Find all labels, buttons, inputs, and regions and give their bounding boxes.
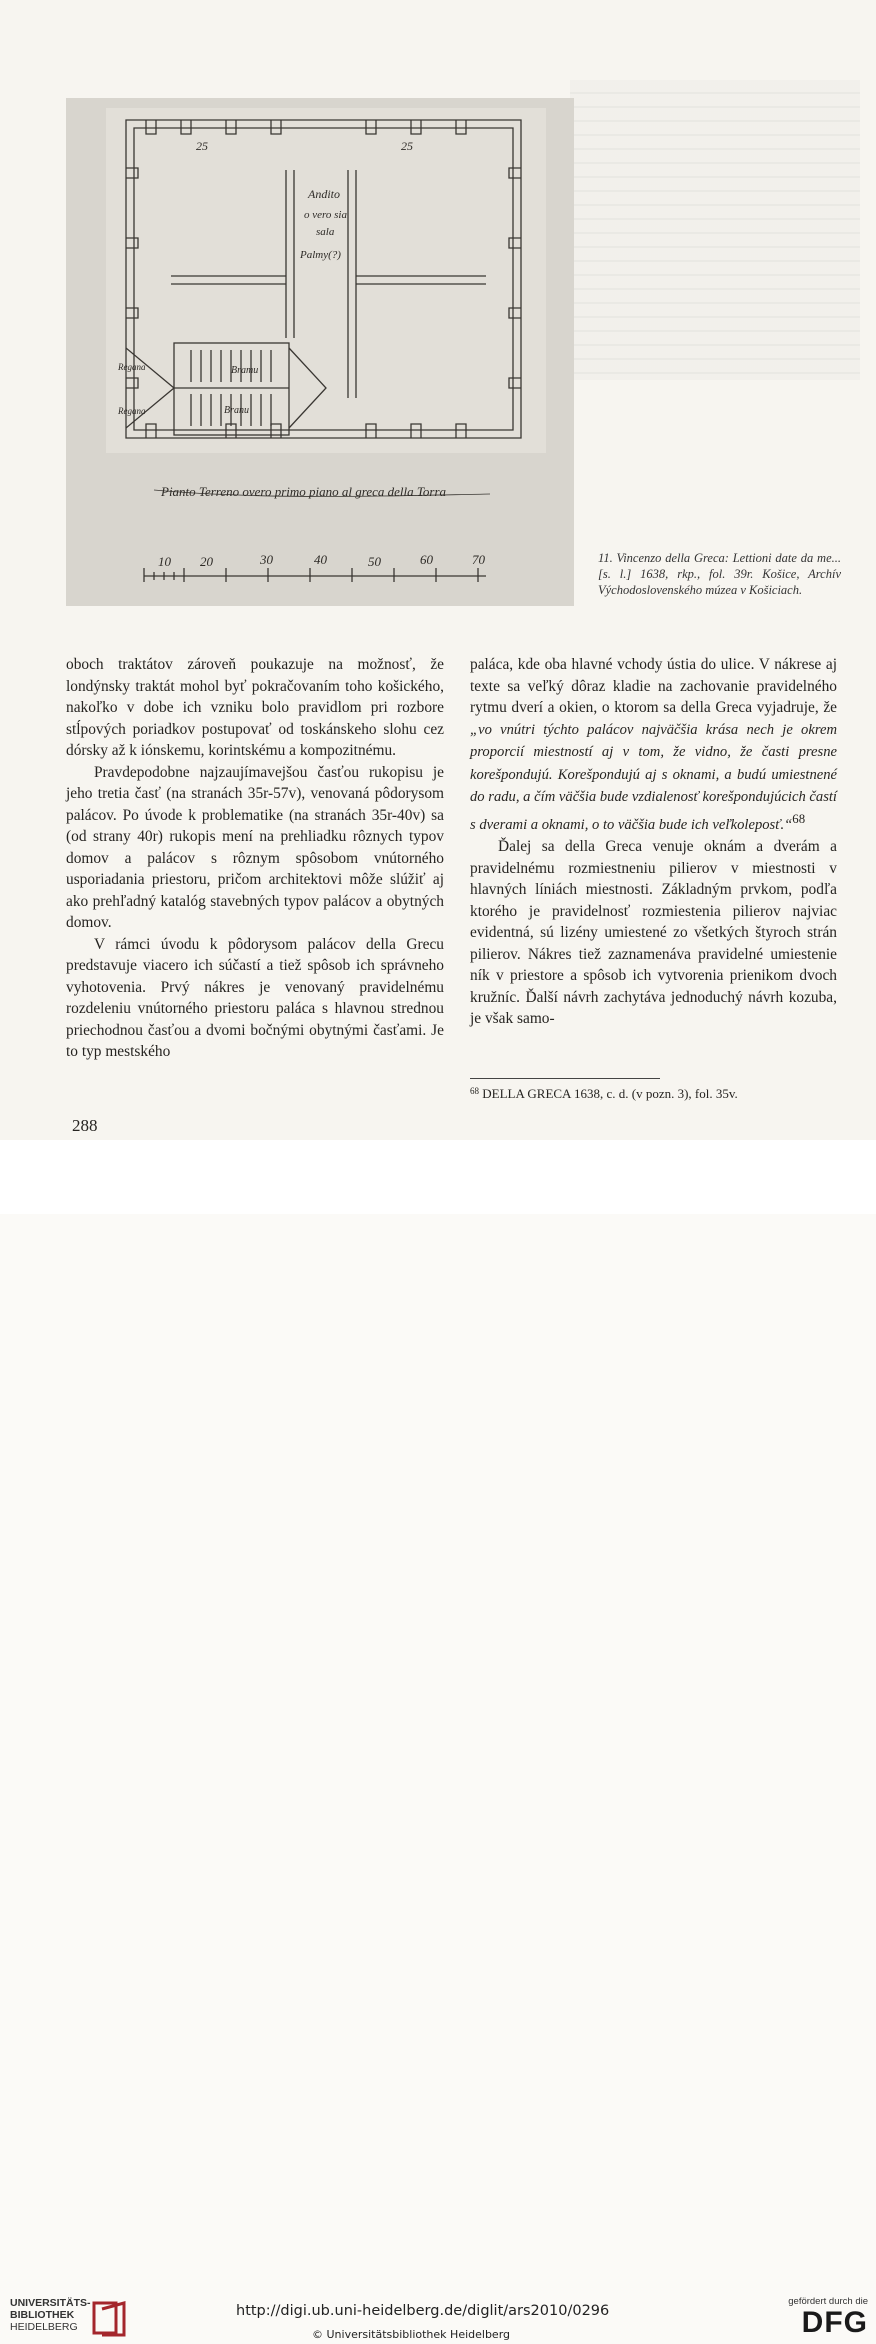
bleed-through-texture (570, 80, 860, 380)
paragraph: Ďalej sa della Greca venuje oknám a dverám a pravidelnému rozmiestneniu pilierov v miestnosti v hlavných líniách miestnosti. Základným prvkom, podľa ktorého je pravidelnosť rozmiestenia pilierov najviac evidentná, sú lizény umiestené zo všetkých štyroch strán pilierov. Nákres tiež zaznamenáva pravidelné umiestenie ník v priestore a spôsob ich vytvorenia prienikom dvoch kružníc. Ďalší návrh zachytáva jednoduchý návrh kozuba, je však samo- (470, 838, 837, 1028)
library-name-line: HEIDELBERG (10, 2321, 78, 2333)
stair-label-upper: Bramu (231, 365, 259, 376)
right-column (470, 654, 837, 1030)
scale-label: 40 (314, 552, 327, 567)
footer-bar (0, 1140, 876, 2341)
document-page (0, 0, 876, 1140)
note-sala: sala (316, 226, 335, 238)
quotation: „vo vnútri týchto palácov najväčšia krása nech je okrem proporcií miestností aj v tom, že vidno, že časti presne korešpondujú. Korešpondujú aj s oknami, a budú umiestnené do radu, a čím väčšia bude vzdialenosť korešpondujúcich častí s dverami a oknami, o to väčšia bude ich veľkoleposť.“ (470, 721, 837, 833)
scale-label: 20 (200, 554, 213, 569)
floor-plan-figure (66, 98, 574, 606)
page-number: 288 (72, 1116, 98, 1135)
footnote (470, 1086, 738, 1102)
stair-label-lower: Branu (224, 405, 249, 416)
paragraph: oboch traktátov zároveň poukazuje na možnosť, že londýnsky traktát mohol byť pokračovaním toho košického, nakoľko v dobe ich vzniku bolo pravidlom pri rozbore stĺpových poriadkov postupovať od toskánskeho slohu cez dórsky až k iónskemu, korintskému a kompozitnému. (66, 656, 444, 759)
footnote-number: 68 (470, 1086, 479, 1096)
side-label-upper: Regana (118, 362, 146, 372)
footnote-ref[interactable]: 68 (792, 811, 806, 826)
scale-label: 10 (158, 554, 171, 569)
library-name-line: UNIVERSITÄTS- (10, 2297, 91, 2309)
footnote-text: DELLA GRECA 1638, c. d. (v pozn. 3), fol. 35v. (482, 1086, 738, 1101)
paragraph: Pravdepodobne najzaujímavejšou časťou rukopisu je jeho tretia časť (na stranách 35r-57v), venovaná pôdorysom palácov. Po úvode k problematike (na stranách 35r-40v) sa (od strany 40r) rukopis mení na prehliadku rôznych typov domov a palácov s rôznym spôsobom vnútorného usporiadania priestoru, pričom architektovi môže slúžiť aj ako prehľadný katalóg stavebných typov palácov a obytných domov. (66, 763, 444, 931)
note-palmy: Palmy(?) (300, 249, 341, 261)
paragraph: V rámci úvodu k pôdorysom palácov della Grecu predstavuje viacero ich súčastí a tiež spôsob ich správneho vyhotovenia. Prvý nákres je venovaný pravidelnému rozdeleniu vnútorného priestoru paláca s hlavnou strednou priechodnou časťou a dvomi bočnými obytnými časťami. Je to typ mestského (66, 935, 444, 1060)
plan-title-inscription: Pianto Terreno overo primo piano al greca della Torra (161, 484, 447, 499)
footnote-rule (470, 1078, 660, 1079)
scale-label: 70 (472, 552, 485, 567)
left-column (66, 654, 444, 1063)
library-emblem-icon (90, 2299, 130, 2339)
paragraph (470, 654, 837, 836)
scale-label: 30 (260, 552, 273, 567)
document-url-link[interactable]: http://digi.ub.uni-heidelberg.de/diglit/ars2010/0296 (236, 2303, 610, 2319)
library-name (10, 2297, 91, 2333)
figure-caption: 11. Vincenzo della Greca: Lettioni date da me... [s. l.] 1638, rkp., fol. 39r. Košice, Archív Východoslovenského múzea v Košiciach. (598, 551, 841, 597)
room-label-left: 25 (196, 139, 208, 153)
scale-label: 60 (420, 552, 433, 567)
floor-plan-drawing (66, 98, 574, 606)
dfg-logo[interactable] (764, 2296, 868, 2344)
paragraph-text: paláca, kde oba hlavné vchody ústia do ulice. V nákrese aj texte sa veľký dôraz kladie na zachovanie pravidelného rytmu dverí a okien, o ktorom sa della Greca vyjadruje, že (470, 656, 837, 716)
note-overo: o vero sia (304, 209, 347, 221)
scale-label: 50 (368, 554, 381, 569)
copyright-notice: © Universitätsbibliothek Heidelberg (312, 2328, 511, 2341)
library-name-line: BIBLIOTHEK (10, 2309, 75, 2321)
room-label-right: 25 (401, 139, 413, 153)
funded-by-text: gefördert durch die (788, 2296, 868, 2307)
library-logo[interactable] (10, 2297, 138, 2343)
note-andito: Andito (308, 187, 340, 201)
side-label-lower: Regana (118, 406, 146, 416)
dfg-wordmark: DFG (801, 2306, 868, 2339)
